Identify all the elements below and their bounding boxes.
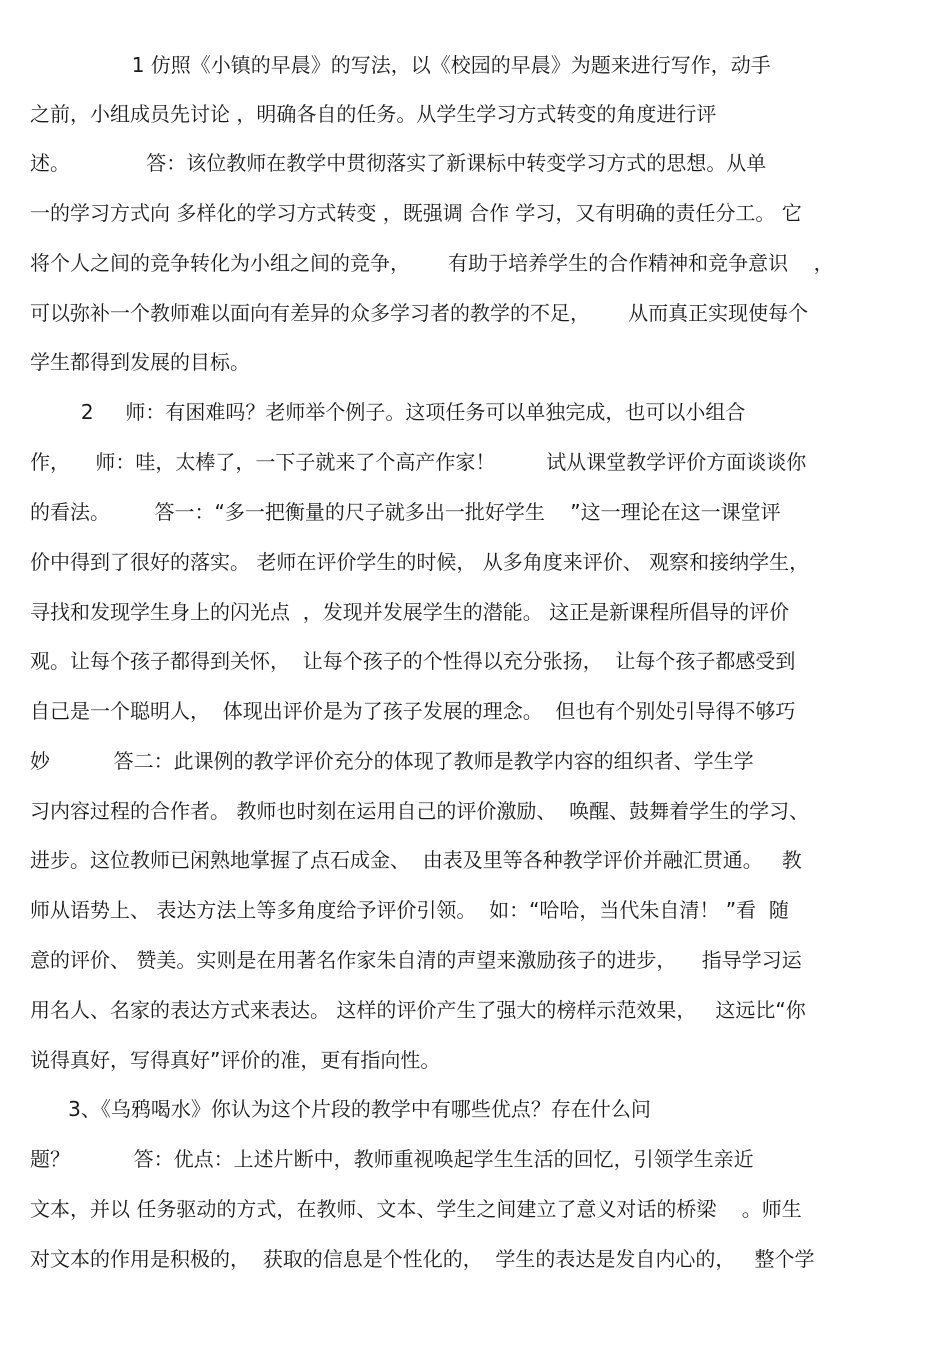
text-line: 价中得到了很好的落实。 老师在评价学生的时候， 从多角度来评价、 观察和接纳学生， [30,550,810,574]
text-line: 进步。这位教师已闲熟地掌握了点石成金、 由表及里等各种教学评价并融汇贯通。 教 [30,848,802,872]
text-line: 习内容过程的合作者。 教师也时刻在运用自己的评价激励、 唤醒、鼓舞着学生的学习、 [30,799,810,823]
text-line: 作， 师：哇，太棒了，一下子就来了个高产作家！ 试从课堂教学评价方面谈谈你 [30,450,807,474]
text-line: 学生都得到发展的目标。 [30,350,250,374]
text-line: 一的学习方式向 多样化的学习方式转变 ，既强调 合作 学习，又有明确的责任分工。 它 [30,201,802,225]
text-line: 可以弥补一个教师难以面向有差异的众多学习者的教学的不足， 从而真正实现使每个 [30,301,809,325]
text-line: 3、《乌鸦喝水》你认为这个片段的教学中有哪些优点？存在什么问 [30,1097,651,1121]
text-line: 2 师：有困难吗？老师举个例子。这项任务可以单独完成，也可以小组合 [30,400,746,424]
text-line: 观。让每个孩子都得到关怀， 让每个孩子的个性得以充分张扬， 让每个孩子都感受到 [30,649,796,673]
text-line: 对文本的作用是积极的， 获取的信息是个性化的， 学生的表达是发自内心的， 整个学 [30,1247,815,1271]
text-line: 将个人之间的竞争转化为小组之间的竞争， 有助于培养学生的合作精神和竞争意识 ， [30,251,834,275]
text-line: 1 仿照《小镇的早晨》的写法，以《校园的早晨》为题来进行写作，动手 [30,53,771,77]
text-line: 之前，小组成员先讨论 ，明确各自的任务。从学生学习方式转变的角度进行评 [30,102,717,126]
text-line: 说得真好，写得真好”评价的准，更有指向性。 [30,1048,441,1072]
text-line: 师从语势上、 表达方法上等多角度给予评价引领。 如：“哈哈，当代朱自清！ ”看 随 [30,898,789,922]
text-line: 题？ 答：优点：上述片断中，教师重视唤起学生生活的回忆，引领学生亲近 [30,1147,754,1171]
text-line: 用名人、名家的表达方式来表达。 这样的评价产生了强大的榜样示范效果， 这远比“你 [30,998,806,1022]
text-line: 意的评价、 赞美。实则是在用著名作家朱自清的声望来激励孩子的进步， 指导学习运 [30,948,802,972]
text-line: 文本，并以 任务驱动的方式，在教师、文本、学生之间建立了意义对话的桥梁 。师生 [30,1197,802,1221]
text-line: 自己是一个聪明人， 体现出评价是为了孩子发展的理念。 但也有个别处引导得不够巧 [30,699,796,723]
text-line: 妙 答二：此课例的教学评价充分的体现了教师是教学内容的组织者、学生学 [30,749,754,773]
text-line: 的看法。 答一：“多一把衡量的尺子就多出一批好学生 ”这一理论在这一课堂评 [30,500,781,524]
text-line: 寻找和发现学生身上的闪光点 ，发现并发展学生的潜能。 这正是新课程所倡导的评价 [30,600,790,624]
text-line: 述。 答：该位教师在教学中贯彻落实了新课标中转变学习方式的思想。从单 [30,151,767,175]
